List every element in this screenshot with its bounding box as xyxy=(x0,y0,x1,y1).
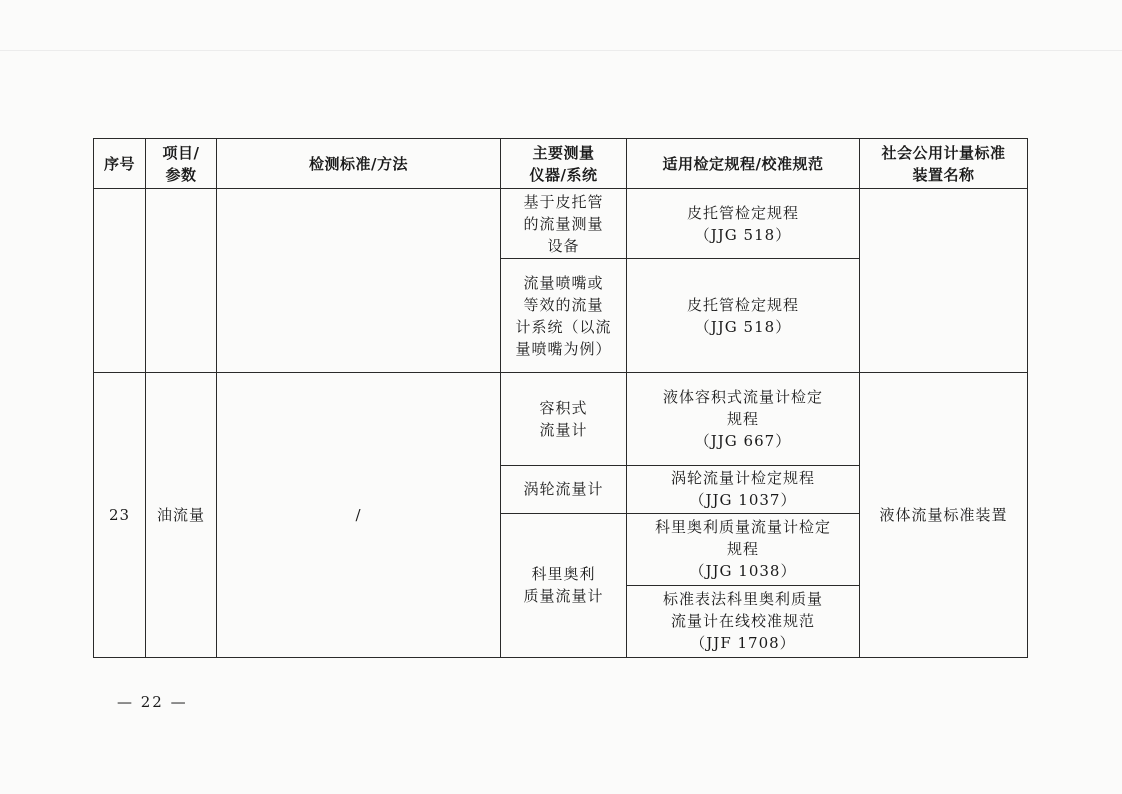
header-instrument: 主要测量 仪器/系统 xyxy=(501,139,627,189)
page-number: — 22 — xyxy=(117,693,188,711)
header-device: 社会公用计量标准 装置名称 xyxy=(860,139,1028,189)
method-cell: / xyxy=(217,373,501,658)
instrument-cell: 容积式 流量计 xyxy=(501,373,627,465)
param-cell-empty xyxy=(146,189,217,373)
instrument-cell: 流量喷嘴或 等效的流量 计系统（以流 量喷嘴为例） xyxy=(501,259,627,373)
seq-cell: 23 xyxy=(94,373,146,658)
param-cell: 油流量 xyxy=(146,373,217,658)
table-header-row xyxy=(94,139,1028,189)
table-row xyxy=(94,373,1028,465)
regulation-cell: 涡轮流量计检定规程 （JJG 1037） xyxy=(627,465,860,513)
table-row xyxy=(94,189,1028,259)
page-top-edge xyxy=(0,50,1122,51)
method-cell-empty xyxy=(217,189,501,373)
regulation-cell: 标准表法科里奥利质量 流量计在线校准规范 （JJF 1708） xyxy=(627,585,860,657)
regulation-cell: 皮托管检定规程 （JJG 518） xyxy=(627,189,860,259)
header-method: 检测标准/方法 xyxy=(217,139,501,189)
instrument-cell: 科里奥利 质量流量计 xyxy=(501,513,627,657)
regulation-cell: 液体容积式流量计检定 规程 （JJG 667） xyxy=(627,373,860,465)
instrument-cell: 基于皮托管 的流量测量 设备 xyxy=(501,189,627,259)
seq-cell-empty xyxy=(94,189,146,373)
header-regulation: 适用检定规程/校准规范 xyxy=(627,139,860,189)
device-cell: 液体流量标准装置 xyxy=(860,373,1028,658)
measurement-standards-table xyxy=(93,138,1028,658)
header-param: 项目/ 参数 xyxy=(146,139,217,189)
header-seq: 序号 xyxy=(94,139,146,189)
regulation-cell: 科里奥利质量流量计检定 规程 （JJG 1038） xyxy=(627,513,860,585)
regulation-cell: 皮托管检定规程 （JJG 518） xyxy=(627,259,860,373)
device-cell-empty xyxy=(860,189,1028,373)
instrument-cell: 涡轮流量计 xyxy=(501,465,627,513)
